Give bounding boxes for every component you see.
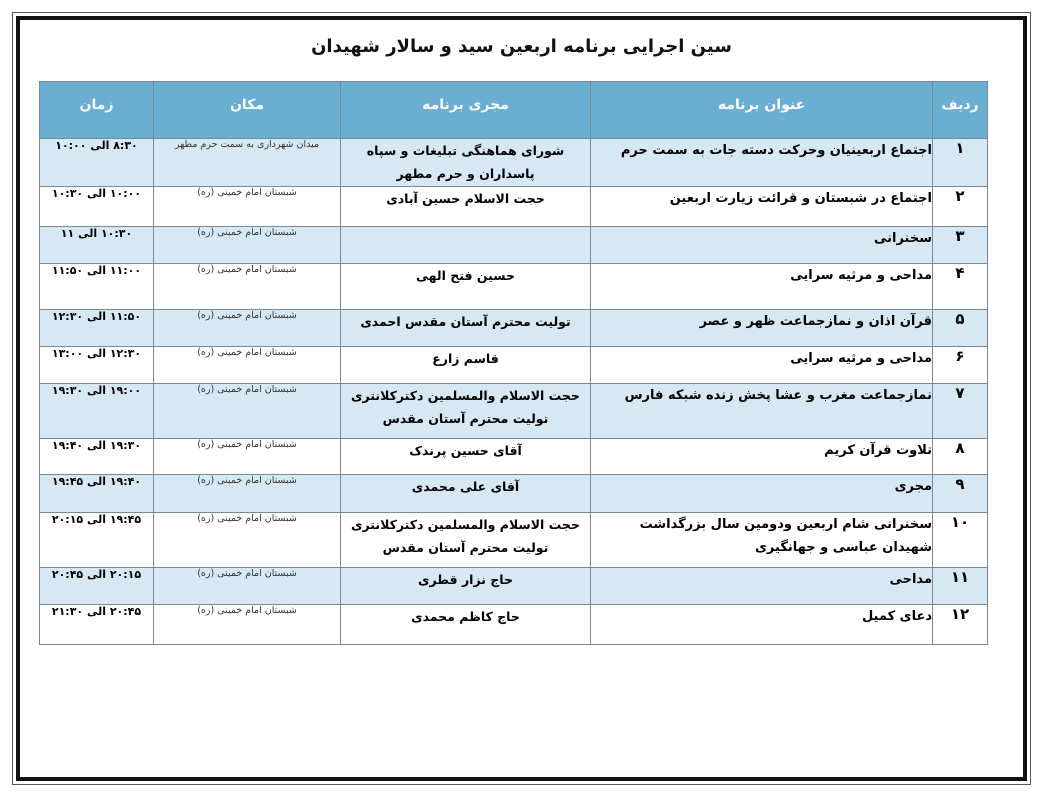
table-row	[40, 347, 988, 384]
program-performer: شورای هماهنگی تبلیغات و سپاه پاسداران و حرم مطهر	[341, 139, 591, 187]
program-title: سخنرانی	[591, 227, 933, 264]
program-place: شبستان امام خمینی (ره)	[154, 475, 341, 513]
row-number: ۵	[933, 310, 988, 347]
row-number: ۳	[933, 227, 988, 264]
program-performer: حسین فتح الهی	[341, 264, 591, 310]
program-performer: حجت الاسلام والمسلمین دکترکلانتری تولیت محترم آستان مقدس	[341, 384, 591, 439]
program-performer: حاج نزار قطری	[341, 568, 591, 605]
program-title: اجتماع در شبستان و قرائت زیارت اربعین	[591, 187, 933, 227]
program-time: ۱۹:۳۰ الی ۱۹:۴۰	[40, 439, 154, 475]
program-place: شبستان امام خمینی (ره)	[154, 513, 341, 568]
program-place: شبستان امام خمینی (ره)	[154, 187, 341, 227]
program-title: مجری	[591, 475, 933, 513]
program-performer: تولیت محترم آستان مقدس احمدی	[341, 310, 591, 347]
table-row	[40, 439, 988, 475]
program-time: ۱۲:۳۰ الی ۱۳:۰۰	[40, 347, 154, 384]
program-time: ۱۹:۴۵ الی ۲۰:۱۵	[40, 513, 154, 568]
row-number: ۱۰	[933, 513, 988, 568]
table-row	[40, 384, 988, 439]
row-number: ۶	[933, 347, 988, 384]
program-performer: آقای علی محمدی	[341, 475, 591, 513]
program-place: شبستان امام خمینی (ره)	[154, 264, 341, 310]
row-number: ۱۱	[933, 568, 988, 605]
program-place: شبستان امام خمینی (ره)	[154, 384, 341, 439]
header-row-number: ردیف	[933, 82, 988, 139]
program-time: ۲۰:۴۵ الی ۲۱:۳۰	[40, 605, 154, 645]
row-number: ۸	[933, 439, 988, 475]
table-row	[40, 187, 988, 227]
table-row	[40, 475, 988, 513]
program-title: مداحی و مرثیه سرایی	[591, 264, 933, 310]
header-program-title: عنوان برنامه	[591, 82, 933, 139]
row-number: ۴	[933, 264, 988, 310]
program-time: ۲۰:۱۵ الی ۲۰:۴۵	[40, 568, 154, 605]
table-row	[40, 139, 988, 187]
header-time: زمان	[40, 82, 154, 139]
program-place: میدان شهرداری به سمت حرم مطهر	[154, 139, 341, 187]
program-performer: آقای حسین پرندک	[341, 439, 591, 475]
program-time: ۱۱:۰۰ الی ۱۱:۵۰	[40, 264, 154, 310]
row-number: ۱۲	[933, 605, 988, 645]
program-performer: حجت الاسلام والمسلمین دکترکلانتری تولیت محترم آستان مقدس	[341, 513, 591, 568]
program-time: ۸:۳۰ الی ۱۰:۰۰	[40, 139, 154, 187]
program-place: شبستان امام خمینی (ره)	[154, 605, 341, 645]
program-performer	[341, 227, 591, 264]
table-row	[40, 568, 988, 605]
program-performer: حاج کاظم محمدی	[341, 605, 591, 645]
program-place: شبستان امام خمینی (ره)	[154, 439, 341, 475]
row-number: ۷	[933, 384, 988, 439]
program-performer: حجت الاسلام حسین آبادی	[341, 187, 591, 227]
program-title: قرآن اذان و نمازجماعت ظهر و عصر	[591, 310, 933, 347]
program-time: ۱۰:۰۰ الی ۱۰:۳۰	[40, 187, 154, 227]
table-row	[40, 605, 988, 645]
program-place: شبستان امام خمینی (ره)	[154, 568, 341, 605]
table-row	[40, 227, 988, 264]
program-title: مداحی و مرثیه سرایی	[591, 347, 933, 384]
row-number: ۲	[933, 187, 988, 227]
program-place: شبستان امام خمینی (ره)	[154, 310, 341, 347]
program-time: ۱۹:۰۰ الی ۱۹:۳۰	[40, 384, 154, 439]
document-title: سین اجرایی برنامه اربعین سید و سالار شهیدان	[311, 36, 732, 57]
schedule-table	[39, 81, 988, 645]
row-number: ۱	[933, 139, 988, 187]
program-title: تلاوت قرآن کریم	[591, 439, 933, 475]
program-place: شبستان امام خمینی (ره)	[154, 347, 341, 384]
program-place: شبستان امام خمینی (ره)	[154, 227, 341, 264]
row-number: ۹	[933, 475, 988, 513]
program-title: سخنرانی شام اربعین ودومین سال بزرگداشت شهیدان عباسی و جهانگیری	[591, 513, 933, 568]
table-row	[40, 310, 988, 347]
program-title: اجتماع اربعینیان وحرکت دسته جات به سمت حرم	[591, 139, 933, 187]
program-time: ۱۹:۴۰ الی ۱۹:۴۵	[40, 475, 154, 513]
table-row	[40, 513, 988, 568]
table-row	[40, 264, 988, 310]
program-title: دعای کمیل	[591, 605, 933, 645]
table-header-row	[40, 82, 988, 139]
header-place: مکان	[154, 82, 341, 139]
header-performer: مجری برنامه	[341, 82, 591, 139]
program-performer: قاسم زارع	[341, 347, 591, 384]
program-time: ۱۱:۵۰ الی ۱۲:۳۰	[40, 310, 154, 347]
program-title: نمازجماعت مغرب و عشا پخش زنده شبکه فارس	[591, 384, 933, 439]
program-title: مداحی	[591, 568, 933, 605]
program-time: ۱۰:۳۰ الی ۱۱	[40, 227, 154, 264]
